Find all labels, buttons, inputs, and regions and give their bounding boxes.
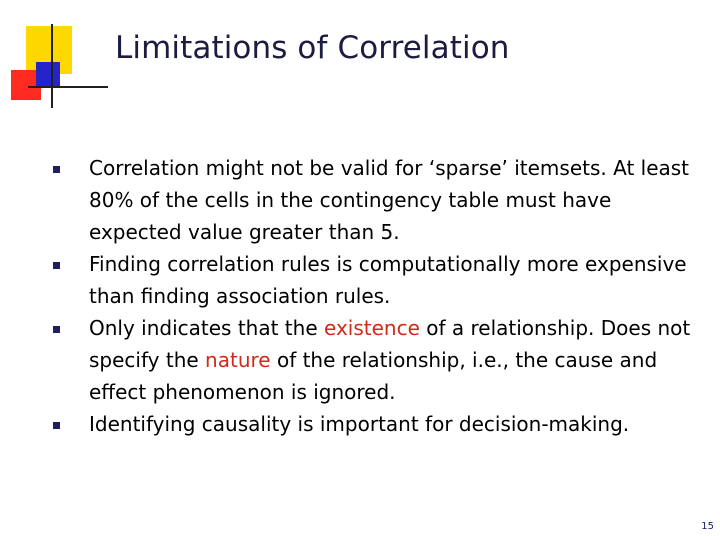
logo-vertical-line [51, 24, 53, 108]
bullet-text: Identifying causality is important for decision-making. [89, 412, 630, 436]
bullet-item [52, 408, 702, 440]
square-bullet-icon [53, 326, 60, 333]
slide-logo-icon [0, 0, 80, 110]
bullet-text-middle: of a relationship. Does not specify the [89, 316, 691, 372]
bullet-text: Correlation might not be valid for ‘sparse’ itemsets. At least 80% of the cells in the contingency table must have expected value greater than 5. [89, 156, 690, 244]
page-number: 15 [701, 521, 714, 532]
bullet-text: Finding correlation rules is computationally more expensive than finding association rules. [89, 252, 687, 308]
bullet-item [52, 312, 702, 408]
highlight-existence: existence [323, 316, 420, 340]
square-bullet-icon [53, 262, 60, 269]
highlight-nature: nature [205, 348, 271, 372]
bullet-item [52, 152, 702, 248]
bullet-list [52, 152, 702, 440]
logo-blue-square [36, 62, 60, 86]
bullet-text-end: of the relationship, i.e., the cause and effect phenomenon is ignored. [89, 348, 658, 404]
square-bullet-icon [53, 422, 60, 429]
bullet-item [52, 248, 702, 312]
square-bullet-icon [53, 166, 60, 173]
logo-horizontal-line [28, 86, 108, 88]
bullet-text: Only indicates that the [89, 316, 324, 340]
slide-title: Limitations of Correlation [115, 30, 510, 66]
